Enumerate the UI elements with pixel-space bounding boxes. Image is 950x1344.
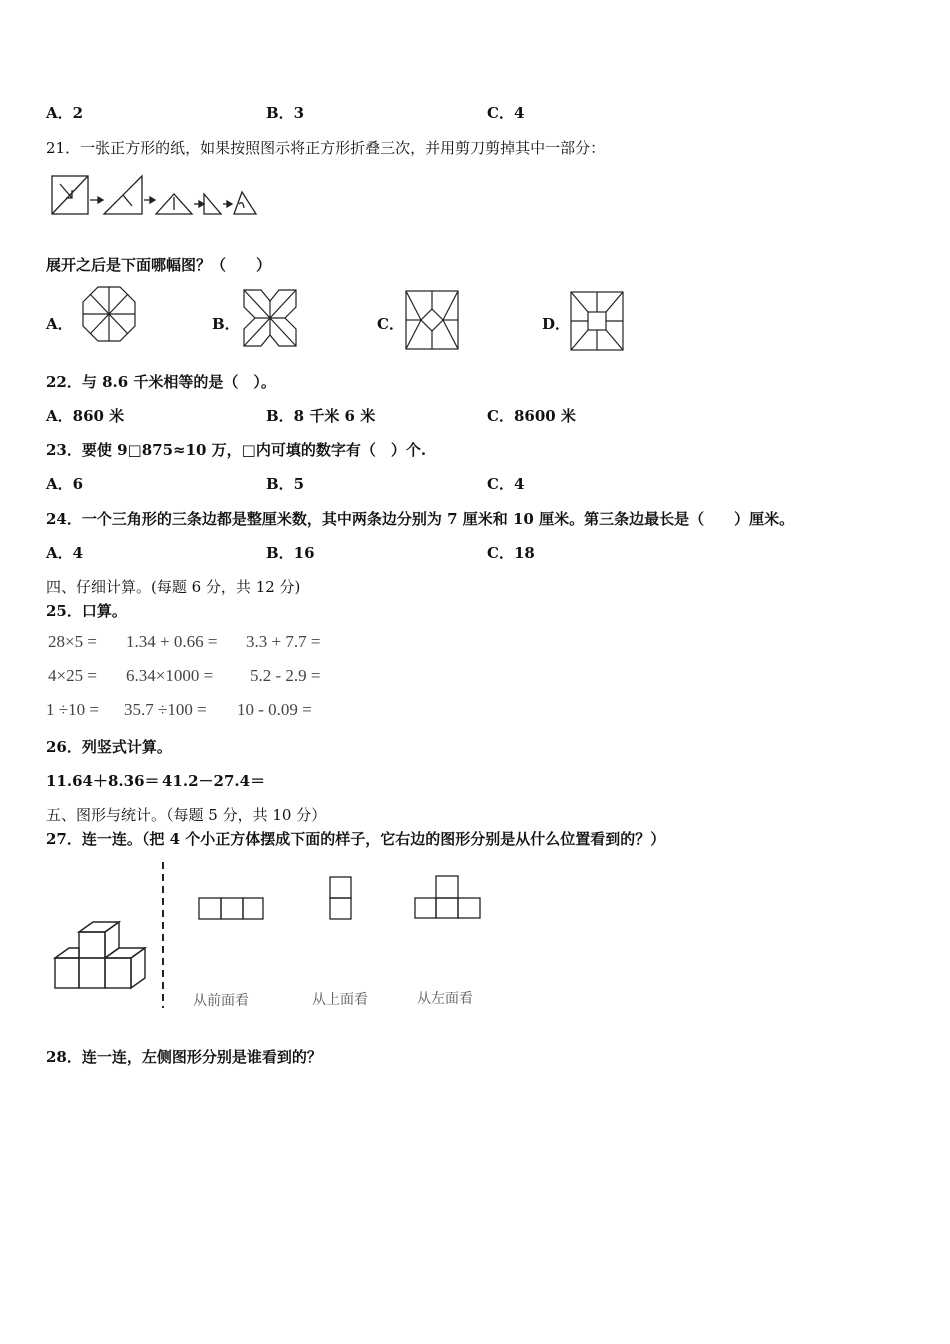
- q25-r2-c3: 5.2 - 2.9 =: [250, 666, 321, 685]
- view-three-in-row: [198, 897, 266, 921]
- section-5-title: 五、图形与统计。（每题 5 分，共 10 分）: [46, 806, 327, 824]
- q24-option-c: C．18: [487, 544, 535, 562]
- folding-steps-figure: [46, 170, 261, 220]
- q25-r1-c1: 28×5 =: [48, 632, 97, 651]
- q21-option-c: C．: [377, 315, 404, 333]
- q28-stem: 28．连一连，左侧图形分别是谁看到的？: [46, 1048, 322, 1066]
- section-4-title: 四、仔细计算。(每题 6 分，共 12 分): [46, 578, 301, 596]
- q26-expr-2: 41.2－27.4＝: [162, 772, 266, 790]
- q25-r3-c1: 1 ÷10 =: [46, 700, 99, 719]
- q24-stem: 24．一个三角形的三条边都是整厘米数，其中两条边分别为 7 厘米和 10 厘米。第三条边最长是（ ）厘米。: [46, 510, 795, 528]
- q24-option-b: B．16: [266, 544, 315, 562]
- q22-option-a: A．860 米: [46, 407, 125, 425]
- q24-option-a: A．4: [46, 544, 84, 562]
- q21-option-a: A．: [46, 315, 73, 333]
- q20-option-a: A．2: [46, 104, 84, 122]
- dashed-divider: [160, 862, 166, 1008]
- q25-r1-c3: 3.3 + 7.7 =: [246, 632, 321, 651]
- option-b-cross-figure: [243, 289, 297, 347]
- option-d-square-figure: [570, 291, 624, 351]
- q22-option-b: B．8 千米 6 米: [266, 407, 376, 425]
- view-t-shape: [414, 875, 482, 921]
- q26-expr-1: 11.64＋8.36＝: [46, 772, 160, 790]
- q23-option-c: C．4: [487, 475, 525, 493]
- q21-stem: 21．一张正方形的纸，如果按照图示将正方形折叠三次，并用剪刀剪掉其中一部分：: [46, 139, 606, 157]
- cube-stack-figure: [52, 918, 150, 992]
- q26-stem: 26．列竖式计算。: [46, 738, 172, 756]
- q25-r2-c1: 4×25 =: [48, 666, 97, 685]
- q20-option-c: C．4: [487, 104, 525, 122]
- caption-top-view: 从上面看: [312, 992, 368, 1008]
- q22-stem: 22．与 8.6 千米相等的是（ ）。: [46, 373, 276, 391]
- q20-option-b: B．3: [266, 104, 305, 122]
- q23-stem: 23．要使 9□875≈10 万，□内可填的数字有（ ）个.: [46, 441, 427, 459]
- q21-option-b: B．: [212, 315, 240, 333]
- caption-front-view: 从前面看: [193, 993, 249, 1009]
- q22-option-c: C．8600 米: [487, 407, 576, 425]
- q27-stem: 27．连一连。（把 4 个小正方体摆成下面的样子，它右边的图形分别是从什么位置看到的？）: [46, 830, 666, 848]
- q23-option-b: B．5: [266, 475, 305, 493]
- option-c-diamond-figure: [405, 290, 459, 350]
- caption-left-view: 从左面看: [417, 991, 473, 1007]
- q21-option-d: D．: [542, 315, 571, 333]
- q25-r3-c3: 10 - 0.09 =: [237, 700, 312, 719]
- q25-r1-c2: 1.34 + 0.66 =: [126, 632, 218, 651]
- option-a-octagon-figure: [82, 286, 136, 342]
- q25-stem: 25．口算。: [46, 602, 127, 620]
- q23-option-a: A．6: [46, 475, 84, 493]
- q25-r2-c2: 6.34×1000 =: [126, 666, 214, 685]
- view-two-stacked: [329, 876, 353, 922]
- q21-ask: 展开之后是下面哪幅图？（ ）: [46, 256, 272, 274]
- q25-r3-c2: 35.7 ÷100 =: [124, 700, 207, 719]
